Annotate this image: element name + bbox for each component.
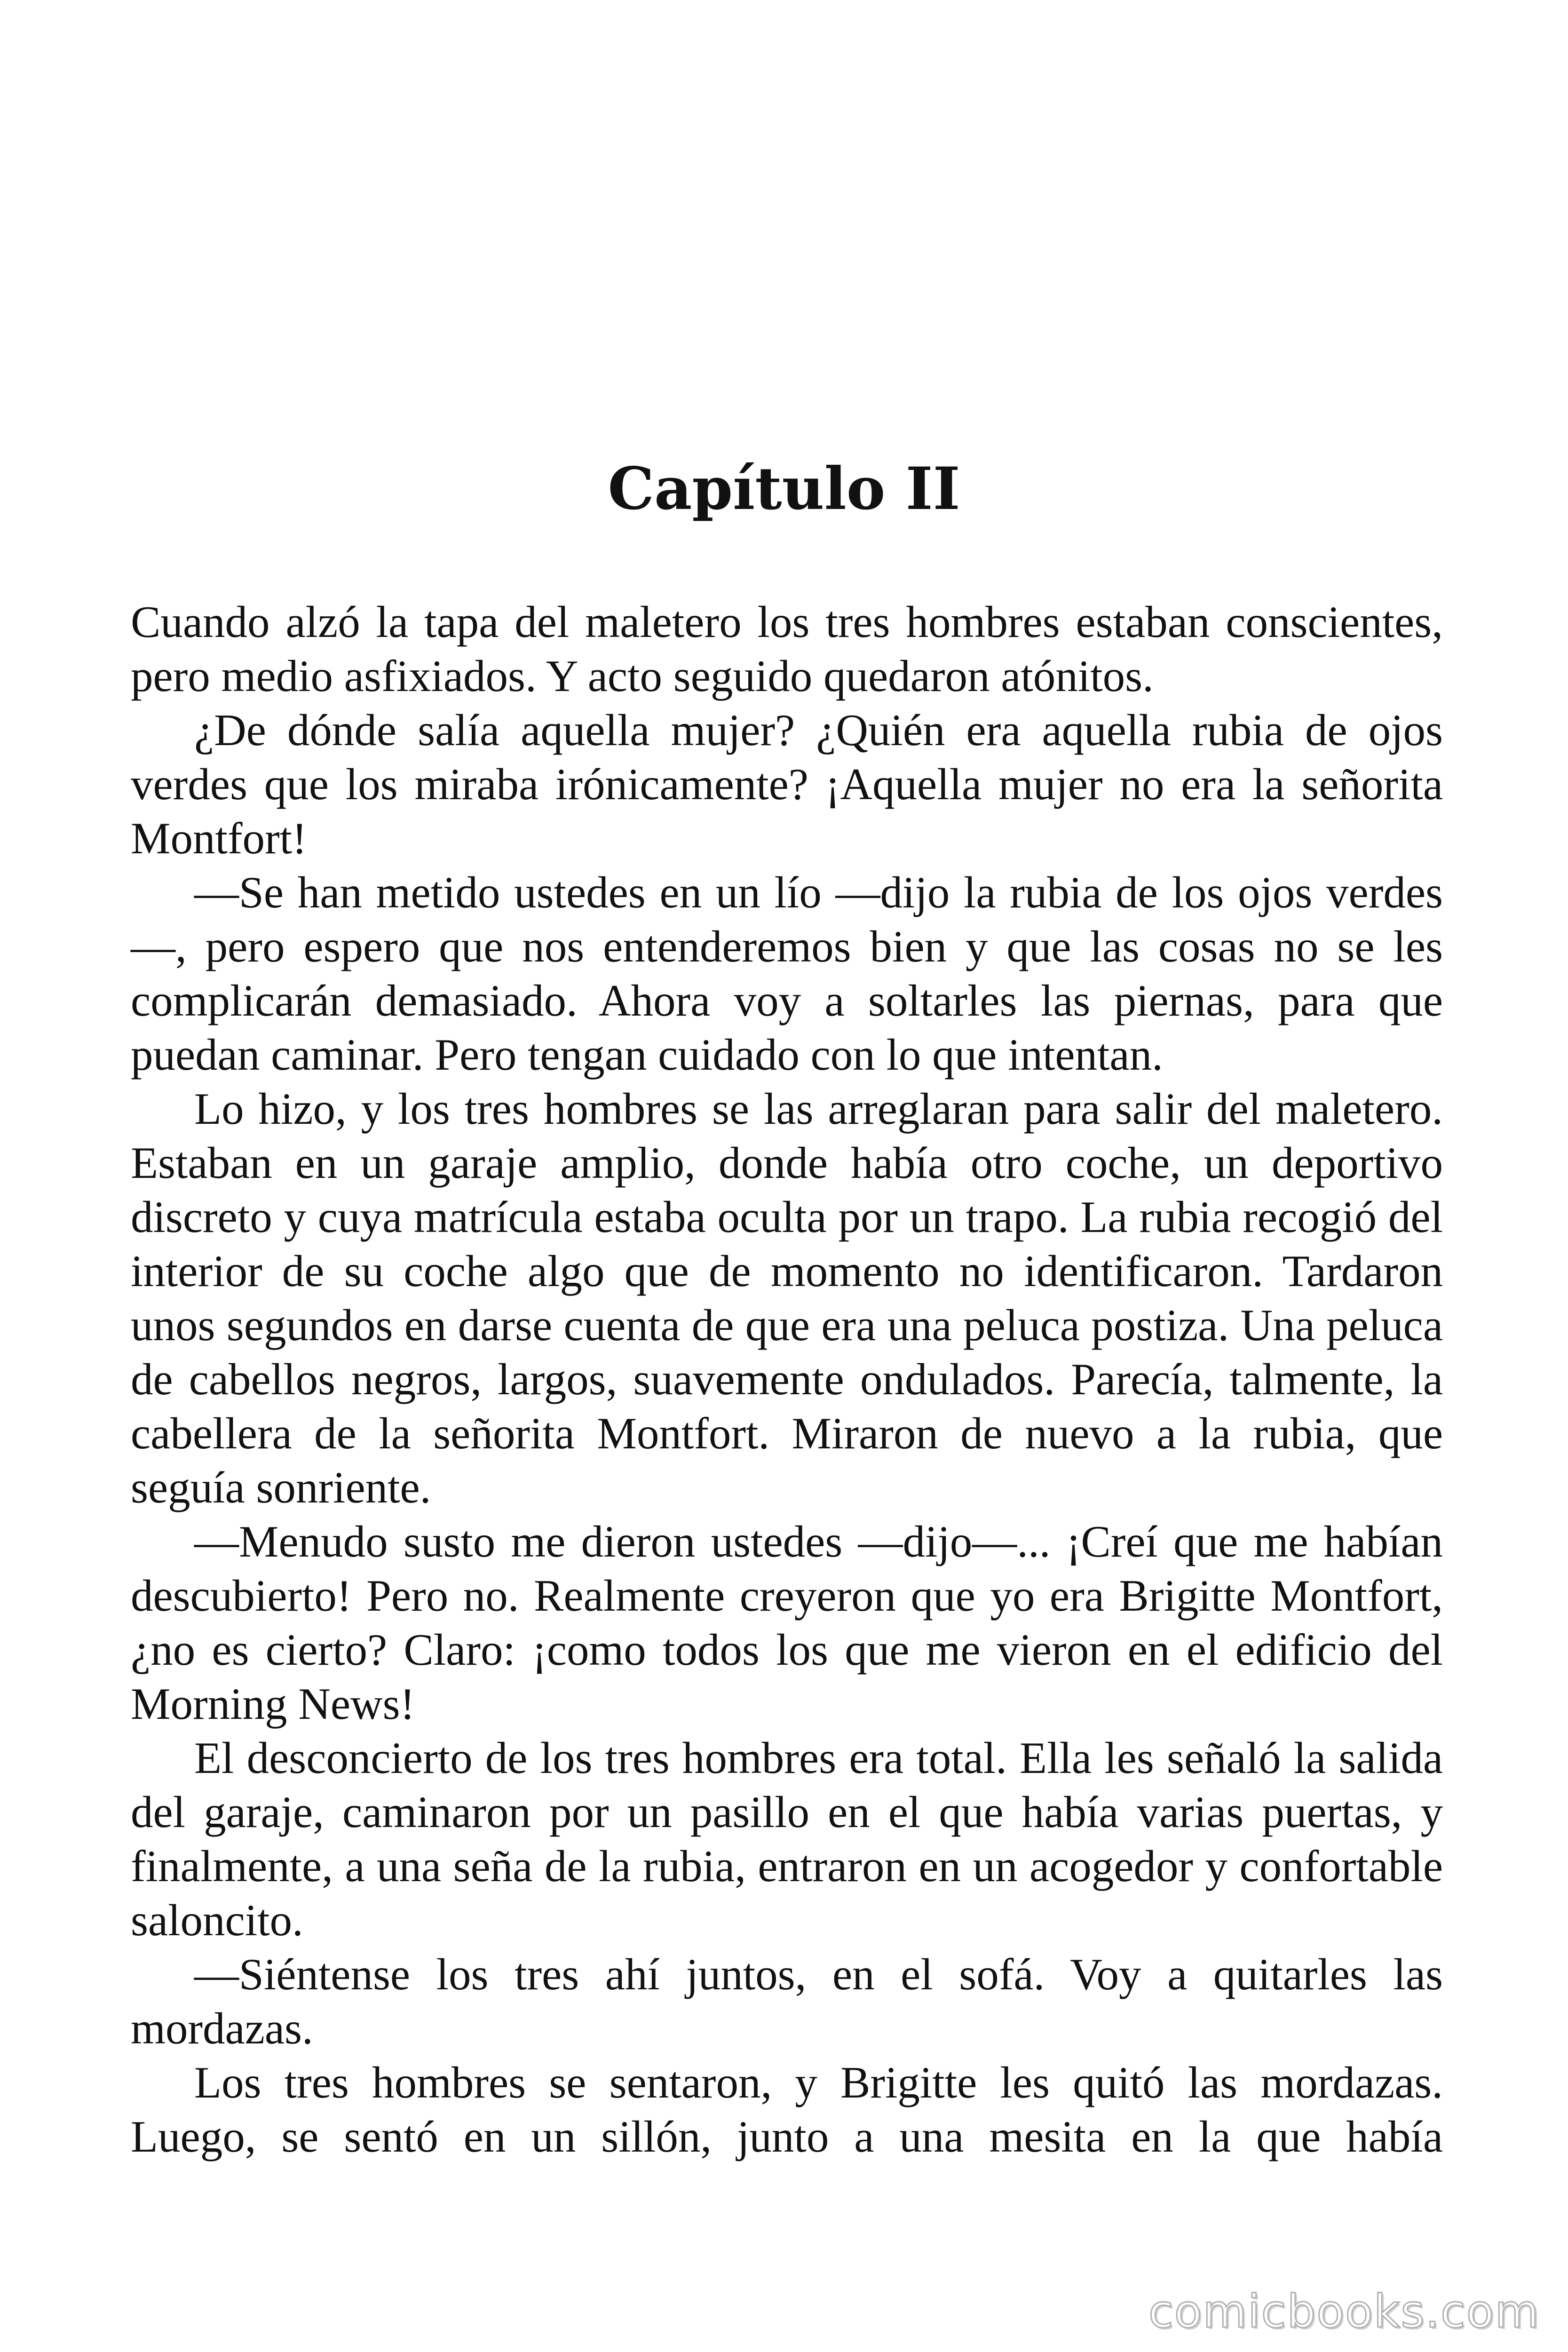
- paragraph: Lo hizo, y los tres hombres se las arreglaran para salir del maletero. Estaban en un garaje amplio, donde había otro coche, un deportivo discreto y cuya matrícula estaba oculta por un trapo. La rubia recogió del interior de su coche algo que de momento no identificaron. Tardaron unos segundos en darse cuenta de que era una peluca postiza. Una peluca de cabellos negros, largos, suavemente ondulados. Parecía, talmente, la cabellera de la señorita Montfort. Miraron de nuevo a la rubia, que seguía sonriente.: [131, 1084, 1443, 1512]
- chapter-title: Capítulo II: [608, 455, 960, 523]
- paragraph: El desconcierto de los tres hombres era total. Ella les señaló la salida del garaje, caminaron por un pasillo en el que había varias puertas, y finalmente, a una seña de la rubia, entraron en un acogedor y confortable saloncito.: [131, 1733, 1443, 1945]
- paragraph: Los tres hombres se sentaron, y Brigitte les quitó las mordazas. Luego, se sentó en un sillón, junto a una mesita en la que había: [131, 2058, 1443, 2161]
- chapter-body: [131, 595, 1443, 2164]
- paragraph: Cuando alzó la tapa del maletero los tres hombres estaban conscientes, pero medio asfixiados. Y acto seguido quedaron atónitos.: [131, 597, 1443, 701]
- paragraph: —Menudo susto me dieron ustedes —dijo—... ¡Creí que me habían descubierto! Pero no. Realmente creyeron que yo era Brigitte Montfort, ¿no es cierto? Claro: ¡como todos los que me vieron en el edificio del Morning News!: [131, 1517, 1443, 1729]
- paragraph: —Se han metido ustedes en un lío —dijo la rubia de los ojos verdes—, pero espero que nos entenderemos bien y que las cosas no se les complicarán demasiado. Ahora voy a soltarles las piernas, para que puedan caminar. Pero tengan cuidado con lo que intentan.: [131, 867, 1443, 1080]
- watermark-logo: comicbooks.com: [1148, 2285, 1540, 2338]
- paragraph: —Siéntense los tres ahí juntos, en el sofá. Voy a quitarles las mordazas.: [131, 1949, 1443, 2053]
- paragraph: ¿De dónde salía aquella mujer? ¿Quién era aquella rubia de ojos verdes que los miraba irónicamente? ¡Aquella mujer no era la señorita Montfort!: [131, 705, 1443, 863]
